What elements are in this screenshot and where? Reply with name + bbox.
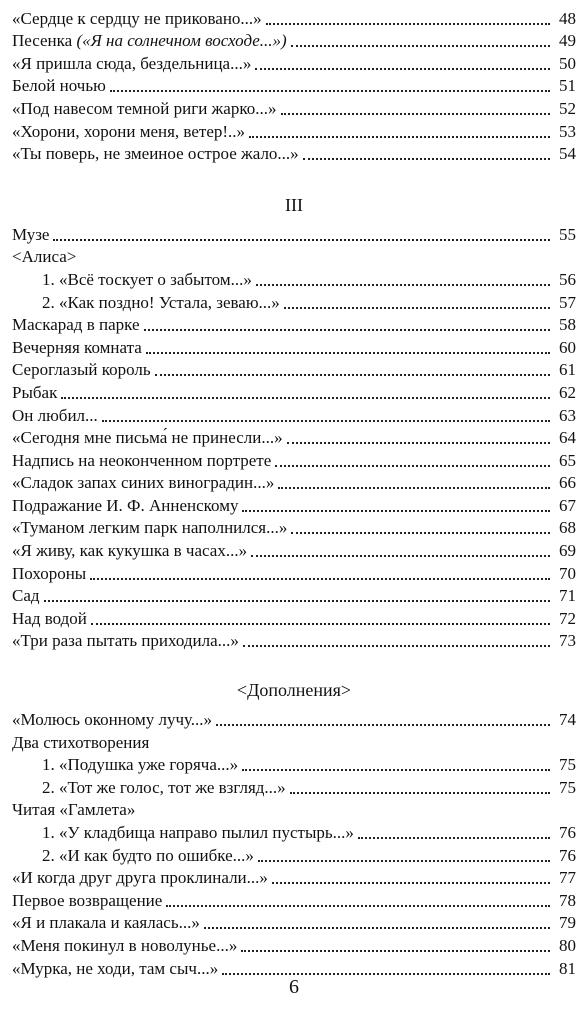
toc-entry[interactable] (12, 290, 576, 313)
dot-leader (266, 22, 550, 25)
toc-entry-title-text: Похороны (12, 563, 87, 583)
toc-entry-page: 48 (559, 8, 576, 28)
toc-entry-title (12, 518, 291, 538)
toc-entry-title-text: «Я пришла сюда, бездельница...» (12, 53, 252, 73)
toc-entry-page: 74 (559, 710, 576, 730)
toc-entry-page: 81 (559, 958, 576, 978)
toc-entry-title-text: Надпись на неоконченном портрете (12, 450, 272, 470)
toc-entry[interactable] (12, 911, 576, 934)
toc-entry[interactable] (12, 753, 576, 776)
dot-leader (291, 44, 550, 47)
toc-entry-title-text: Два стихотворения (12, 732, 150, 752)
toc-entry-title (12, 293, 284, 313)
toc-entry-title (12, 9, 266, 29)
toc-entry-title (12, 31, 291, 51)
toc-entry-title (12, 247, 80, 267)
toc-entry-title (12, 99, 281, 119)
toc-entry[interactable] (12, 245, 576, 268)
toc-entry[interactable] (12, 335, 576, 358)
dot-leader (242, 509, 550, 512)
toc-entry[interactable] (12, 313, 576, 336)
toc-entry[interactable] (12, 606, 576, 629)
toc-entry-title-text: «Ты поверь, не змеиное острое жало...» (12, 144, 299, 164)
toc-entry-page: 60 (559, 337, 576, 357)
dot-leader (155, 373, 550, 376)
dot-leader (144, 328, 551, 331)
toc-entry-title-text: «Три раза пытать приходила...» (12, 631, 239, 651)
dot-leader (110, 89, 550, 92)
toc-entry[interactable] (12, 561, 576, 584)
toc-entry[interactable] (12, 933, 576, 956)
toc-entry[interactable] (12, 629, 576, 652)
toc-entry[interactable] (12, 471, 576, 494)
toc-entry-title-text: «Сладок запах синих виноградин...» (12, 473, 275, 493)
toc-entry-title-text: Сад (12, 586, 40, 606)
toc-entry-title-text: Белой ночью (12, 76, 106, 96)
toc-entry[interactable] (12, 730, 576, 753)
dot-leader (222, 972, 550, 975)
toc-entry-title-text: Вечерняя комната (12, 337, 142, 357)
dot-leader (290, 791, 550, 794)
toc-entry-title-text: Подражание И. Ф. Анненскому (12, 495, 239, 515)
toc-entry[interactable] (12, 6, 576, 29)
toc-entry[interactable] (12, 426, 576, 449)
toc-entry-page: 57 (559, 292, 576, 312)
toc-entry-title (12, 778, 290, 798)
toc-entry-page: 73 (559, 631, 576, 651)
toc-entry-title-text: «Туманом легким парк наполнился...» (12, 518, 288, 538)
toc-entry-page: 78 (559, 890, 576, 910)
toc-entry[interactable] (12, 707, 576, 730)
toc-entry[interactable] (12, 380, 576, 403)
dot-leader (216, 723, 550, 726)
toc-entry-page: 53 (559, 121, 576, 141)
toc-entry-title (12, 800, 139, 820)
dot-leader (284, 306, 550, 309)
dot-leader (243, 644, 550, 647)
toc-entry-title (12, 428, 287, 448)
toc-entry-page: 62 (559, 382, 576, 402)
dot-leader (255, 67, 550, 70)
dot-leader (166, 904, 550, 907)
table-of-contents (12, 6, 576, 979)
toc-entry-title-text: Музе (12, 224, 50, 244)
toc-entry-page: 71 (559, 586, 576, 606)
dot-leader (275, 464, 550, 467)
toc-entry-title (12, 755, 242, 775)
dot-leader (278, 486, 550, 489)
dot-leader (53, 238, 550, 241)
toc-entry-title (12, 733, 153, 753)
toc-entry[interactable] (12, 403, 576, 426)
toc-entry-title-text: «Молюсь оконному лучу...» (12, 710, 213, 730)
toc-entry-title (12, 609, 91, 629)
toc-entry-title-text: Сероглазый король (12, 360, 151, 380)
toc-entry-title-text: <Алиса> (12, 247, 77, 267)
toc-entry-title (12, 823, 358, 843)
toc-entry-title (12, 496, 242, 516)
toc-entry-page: 49 (559, 31, 576, 51)
page-number: 6 (289, 976, 299, 998)
toc-entry-title (12, 76, 110, 96)
dot-leader (90, 577, 550, 580)
toc-entry-title-text: Первое возвращение (12, 890, 163, 910)
toc-entry-title (12, 586, 44, 606)
toc-entry-title-text: 1. «Подушка уже горяча...» (42, 755, 239, 775)
toc-entry[interactable] (12, 888, 576, 911)
toc-entry-title (12, 891, 166, 911)
toc-entry-title-text: Над водой (12, 608, 87, 628)
toc-entry-title (12, 225, 53, 245)
toc-entry[interactable] (12, 584, 576, 607)
toc-entry-title (12, 144, 303, 164)
dot-leader (303, 157, 550, 160)
toc-entry[interactable] (12, 820, 576, 843)
toc-entry[interactable] (12, 448, 576, 471)
toc-entry[interactable] (12, 142, 576, 165)
dot-leader (146, 351, 550, 354)
toc-entry-title (12, 541, 251, 561)
toc-entry-title (12, 338, 146, 358)
toc-entry-title-text: «Меня покинул в новолунье...» (12, 935, 238, 955)
toc-entry-title (12, 315, 144, 335)
toc-entry-title-text: «Я и плакала и каялась...» (12, 913, 200, 933)
toc-entry-page: 50 (559, 53, 576, 73)
toc-entry-title (12, 360, 155, 380)
toc-entry-page: 69 (559, 541, 576, 561)
dot-leader (102, 419, 550, 422)
toc-entry-page: 79 (559, 913, 576, 933)
toc-entry-title-text: 1. «Всё тоскует о забытом...» (42, 269, 252, 289)
toc-entry[interactable] (12, 516, 576, 539)
toc-entry-page: 65 (559, 450, 576, 470)
toc-entry-title-text: «И когда друг друга проклинали...» (12, 868, 268, 888)
toc-entry[interactable] (12, 866, 576, 889)
toc-entry[interactable] (12, 843, 576, 866)
toc-entry-title-text: 1. «У кладбища направо пылил пустырь...» (42, 823, 354, 842)
dot-leader (256, 283, 550, 286)
toc-entry-title (12, 383, 61, 403)
toc-entry-title (12, 846, 258, 866)
toc-entry-title-text: 2. «Как поздно! Устала, зеваю...» (42, 292, 280, 312)
toc-entry-title (12, 270, 256, 290)
toc-entry-page: 80 (559, 935, 576, 955)
toc-entry-page: 72 (559, 608, 576, 628)
toc-entry-title (12, 564, 90, 584)
toc-entry-title (12, 122, 249, 142)
toc-entry-title (12, 936, 241, 956)
toc-entry-page: 68 (559, 518, 576, 538)
toc-entry-page: 55 (559, 224, 576, 244)
toc-entry[interactable] (12, 96, 576, 119)
toc-entry-title-text: «Я живу, как кукушка в часах...» (12, 541, 248, 561)
toc-entry-page: 52 (559, 98, 576, 118)
toc-entry-title-text: Рыбак (12, 382, 58, 402)
toc-entry-page: 67 (559, 495, 576, 515)
toc-entry-title (12, 473, 278, 493)
toc-entry-page: 76 (559, 845, 576, 865)
toc-entry-title (12, 913, 204, 933)
toc-entry-title-text: «Сердце к сердцу не приковано...» (12, 8, 262, 28)
toc-entry-page: 61 (559, 360, 576, 380)
dot-leader (251, 554, 550, 557)
toc-entry-title (12, 868, 272, 888)
toc-entry-page: 76 (559, 823, 576, 842)
toc-entry[interactable] (12, 119, 576, 142)
toc-entry-page: 66 (559, 473, 576, 493)
toc-entry-page: 51 (559, 76, 576, 96)
toc-entry-title-text: 2. «И как будто по ошибке...» (42, 845, 254, 865)
toc-entry-title (12, 710, 216, 730)
dot-leader (44, 599, 550, 602)
toc-entry-title-text: «Сегодня мне письма́ не принесли...» (12, 428, 283, 448)
dot-leader (281, 112, 551, 115)
toc-entry[interactable] (12, 74, 576, 97)
toc-entry-title (12, 54, 255, 74)
toc-entry-page: 63 (559, 405, 576, 425)
toc-entry[interactable] (12, 358, 576, 381)
toc-entry[interactable] (12, 267, 576, 290)
dot-leader (91, 622, 550, 625)
dot-leader (291, 531, 550, 534)
toc-entry-page: 54 (559, 144, 576, 164)
toc-entry-page: 58 (559, 315, 576, 335)
dot-leader (242, 768, 550, 771)
toc-entry-title-text: «Мурка, не ходи, там сыч...» (12, 958, 219, 978)
toc-entry-title-text: Читая «Гамлета» (12, 800, 136, 820)
dot-leader (61, 396, 550, 399)
section-heading: III (285, 195, 303, 216)
toc-entry-subtitle: («Я на солнечном восходе...») (76, 31, 287, 51)
dot-leader (287, 441, 550, 444)
toc-entry[interactable] (12, 798, 576, 821)
toc-entry[interactable] (12, 29, 576, 52)
toc-entry-title-text: Песенка (12, 31, 77, 51)
toc-entry[interactable] (12, 493, 576, 516)
toc-entry-title (12, 406, 102, 426)
toc-section (12, 194, 576, 651)
toc-entry-page: 64 (559, 428, 576, 448)
toc-entry-title-text: 2. «Тот же голос, тот же взгляд...» (42, 777, 286, 797)
toc-section (12, 6, 576, 164)
dot-leader (204, 926, 550, 929)
toc-entry-page: 75 (559, 777, 576, 797)
dot-leader (272, 881, 550, 884)
dot-leader (258, 859, 550, 862)
toc-entry[interactable] (12, 51, 576, 74)
toc-entry-title-text: Он любил... (12, 405, 98, 425)
toc-entry-title-text: Маскарад в парке (12, 315, 140, 335)
toc-entry[interactable] (12, 222, 576, 245)
toc-entry[interactable] (12, 538, 576, 561)
toc-entry[interactable] (12, 775, 576, 798)
toc-entry-title-text: «Хорони, хорони меня, ветер!..» (12, 121, 246, 141)
toc-section (12, 679, 576, 978)
toc-entry-title-text: «Под навесом темной риги жарко...» (12, 98, 277, 118)
dot-leader (249, 135, 550, 138)
toc-entry-page: 56 (559, 269, 576, 289)
toc-entry-title (12, 631, 243, 651)
dot-leader (358, 836, 550, 839)
toc-entry-page: 75 (559, 755, 576, 775)
section-heading: <Дополнения> (236, 680, 352, 701)
toc-entry-page: 77 (559, 868, 576, 888)
toc-entry-page: 70 (559, 563, 576, 583)
toc-entry-title (12, 451, 275, 471)
toc-entry-title (12, 959, 222, 979)
dot-leader (241, 949, 550, 952)
